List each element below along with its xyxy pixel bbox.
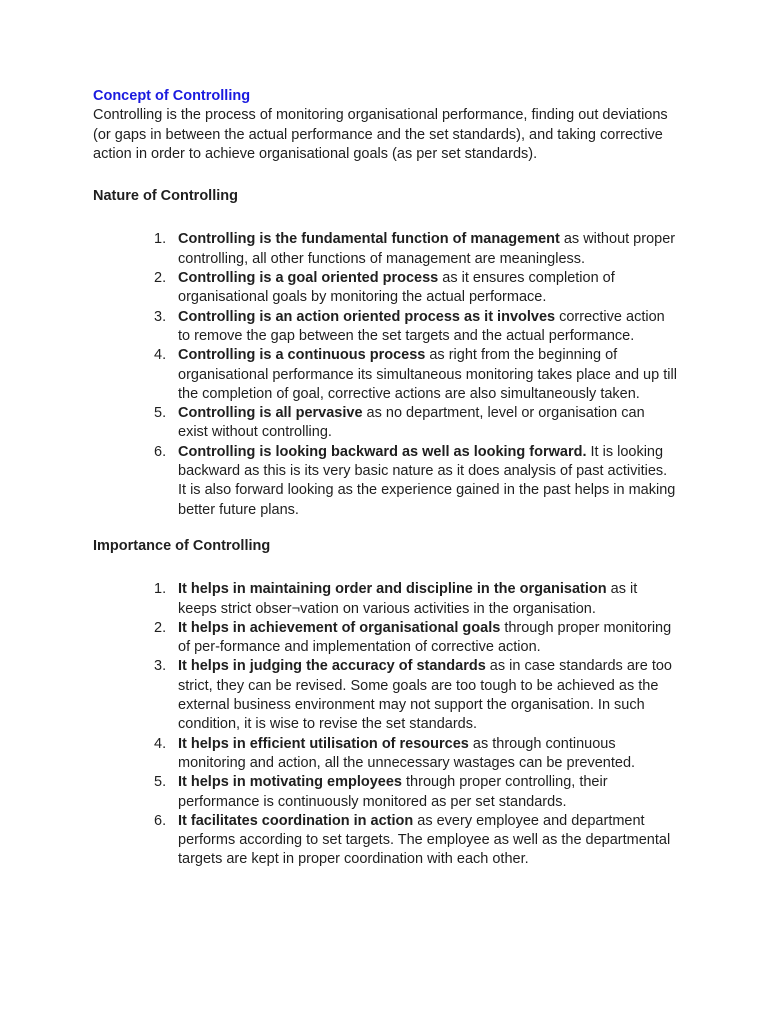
list-item-bold: It facilitates coordination in action [178,812,414,829]
list-item-bold: Controlling is a continuous process [178,347,426,364]
list-item-text: through proper monitoring of per-formance and implementation of corrective action. [178,619,672,656]
list-item-text: through proper controlling, their performance is continuously monitored as per set standards. [178,774,608,810]
list-item [154,773,678,812]
list-item [154,580,678,619]
list-item [154,657,678,734]
list-item [154,346,678,404]
list-item-bold: Controlling is all pervasive [178,405,363,422]
list-number: 1. [154,231,167,248]
list-item [154,812,678,870]
list-item [154,619,678,658]
list-item-bold: It helps in motivating employees [178,774,402,791]
list-item-text: as right from the beginning of organisational performance its simultaneous monitoring takes place and up till the completion of goal, corrective actions are also simultaneously taken. [178,347,677,402]
list-item-text: as in case standards are too strict, they can be revised. Some goals are too tough to be achieved as the external business environment may not support the organisation. In such condition, it is wise to revise the set standards. [178,658,672,733]
list-item-text: as through continuous monitoring and action, all the unnecessary wastages can be prevented. [178,735,636,771]
list-number: 6. [154,443,167,460]
list-number: 4. [154,735,167,752]
list-number: 1. [154,581,167,598]
list-number: 5. [154,774,167,791]
nature-heading: Nature of Controlling [93,188,238,205]
list-item-bold: It helps in achievement of organisational goals [178,619,501,636]
list-number: 2. [154,270,167,287]
list-item-bold: Controlling is the fundamental function of management [178,231,560,248]
list-item-text: as it ensures completion of organisational goals by monitoring the actual performace. [178,270,615,306]
concept-paragraph: Controlling is the process of monitoring organisational performance, finding out deviations (or gaps in between the actual performance and the set standards), and taking corrective action in order to achieve organisational goals (as per set standards). [93,107,668,162]
list-number: 5. [154,405,167,422]
nature-list [154,230,678,519]
list-item [154,443,678,520]
list-item-text: It is looking backward as this is its very basic nature as it does analysis of past activities. It is also forward looking as the experience gained in the past helps in making better future plans. [178,443,676,518]
list-item [154,269,678,308]
list-item-text: as no department, level or organisation can exist without controlling. [178,405,645,441]
list-number: 6. [154,812,167,829]
concept-title: Concept of Controlling [93,88,251,104]
list-item [154,230,678,269]
list-item-bold: It helps in efficient utilisation of resources [178,735,469,752]
list-item [154,404,678,443]
list-item [154,735,678,774]
list-item-text: corrective action to remove the gap between the set targets and the actual performance. [178,308,665,344]
list-number: 3. [154,308,167,325]
list-number: 4. [154,347,167,364]
list-item-bold: Controlling is a goal oriented process [178,270,439,287]
list-number: 2. [154,619,167,636]
list-item [154,308,678,347]
list-item-bold: It helps in judging the accuracy of standards [178,658,486,675]
importance-list [154,580,678,869]
list-item-bold: Controlling is an action oriented process as it involves [178,308,556,325]
importance-heading: Importance of Controlling [93,537,271,554]
list-item-bold: It helps in maintaining order and discipline in the organisation [178,581,607,598]
list-item-text: as every employee and department performs according to set targets. The employee as well as the departmental targets are kept in proper coordination with each other. [178,812,671,868]
list-item-bold: Controlling is looking backward as well as looking forward. [178,443,587,460]
list-item-text: as it keeps strict obser¬vation on various activities in the organisation. [178,581,638,617]
list-number: 3. [154,658,167,675]
list-item-text: as without proper controlling, all other functions of management are meaningless. [178,231,676,267]
